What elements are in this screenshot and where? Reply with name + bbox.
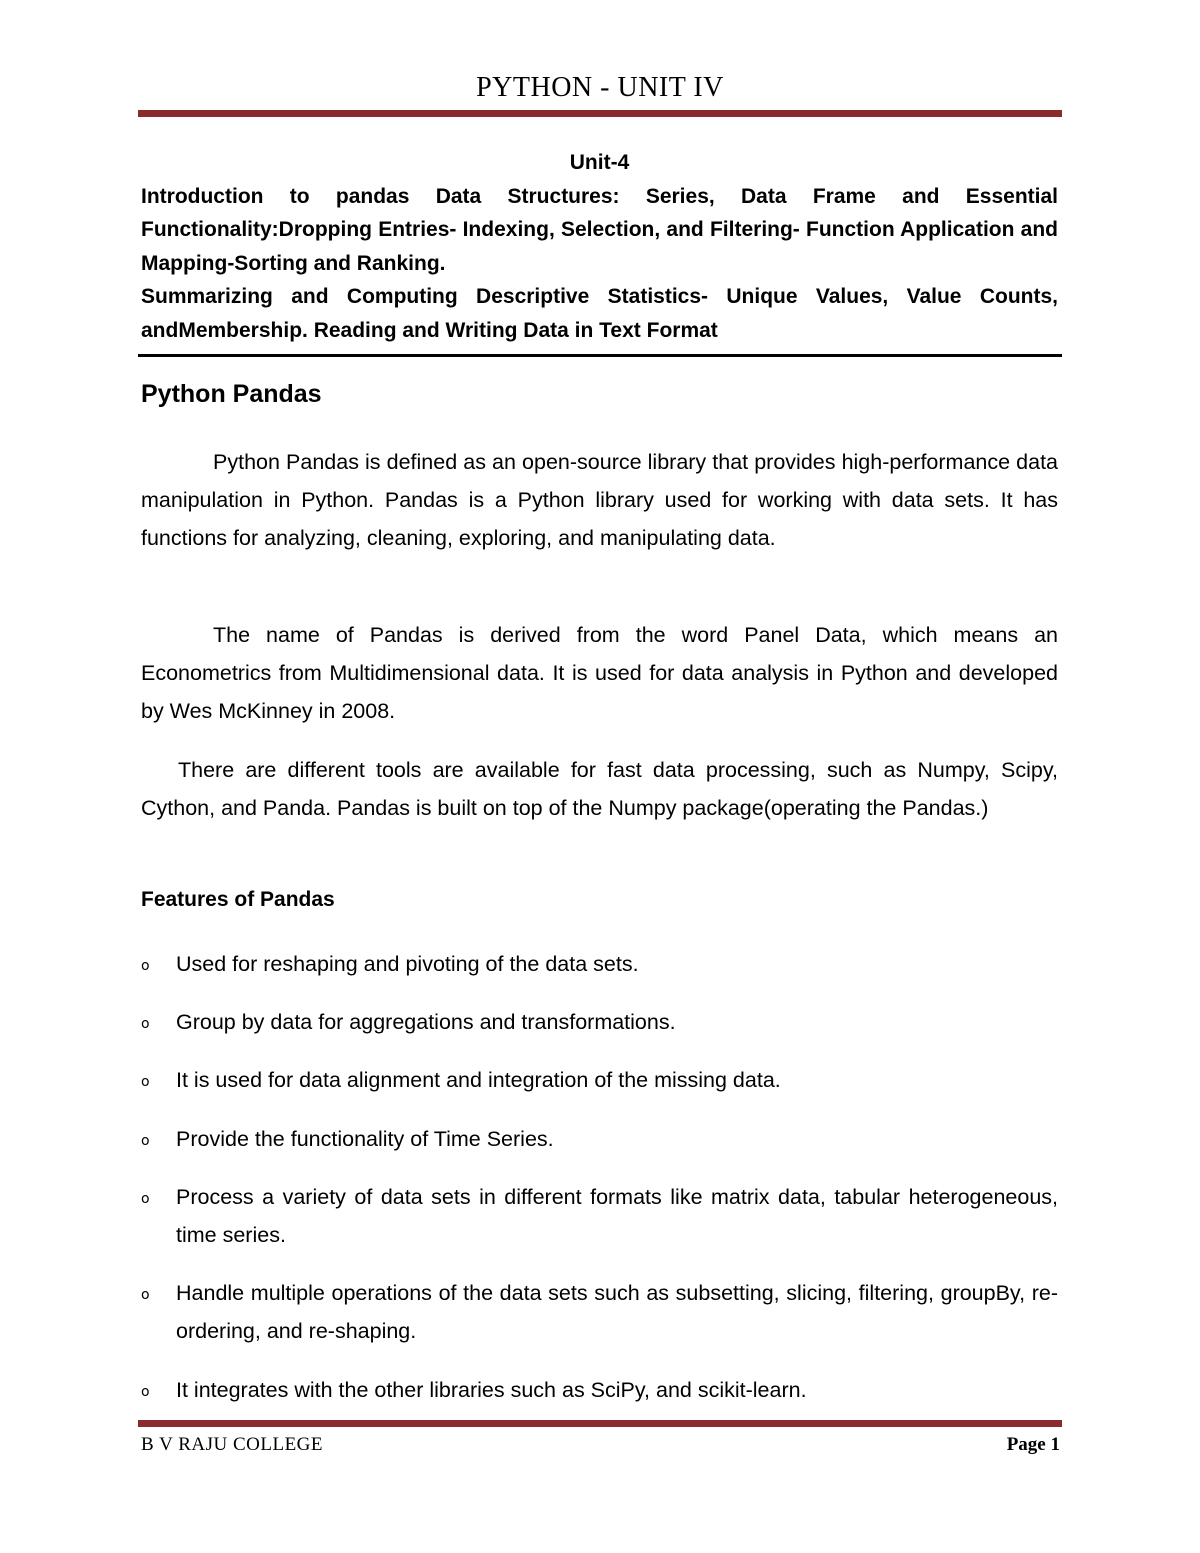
list-item	[141, 1274, 1058, 1350]
paragraph-1: Python Pandas is defined as an open-source library that provides high-performance data manipulation in Python. Pandas is a Python library used for working with data sets. It has functions for analyzing, cleaning, exploring, and manipulating data.	[141, 450, 1058, 550]
unit-syllabus-block	[141, 146, 1058, 347]
list-item	[141, 1003, 1058, 1041]
header-rule	[138, 110, 1062, 117]
syllabus-text-1: Introduction to pandas Data Structures: Series, Data Frame and Essential Functionality:Dropping Entries- Indexing, Selection, and Filtering- Function Application and Mapping-Sorting and Ranking.	[141, 184, 1058, 275]
list-item	[141, 1061, 1058, 1099]
list-item-text: It is used for data alignment and integration of the missing data.	[176, 1068, 781, 1092]
paragraph-3: There are different tools are available for fast data processing, such as Numpy, Scipy, Cython, and Panda. Pandas is built on top of the Numpy package(operating the Pandas.)	[141, 758, 1058, 820]
list-item	[141, 1371, 1058, 1409]
section-heading: Python Pandas	[141, 380, 322, 408]
list-item	[141, 1178, 1058, 1254]
footer-college-name: B V RAJU COLLEGE	[141, 1434, 324, 1455]
bullet-marker-icon: o	[141, 1287, 150, 1303]
list-item	[141, 1120, 1058, 1158]
bullet-marker-icon: o	[141, 1191, 150, 1207]
list-item-text: Group by data for aggregations and transformations.	[176, 1010, 676, 1034]
list-item-text: Handle multiple operations of the data sets such as subsetting, slicing, filtering, groupBy, re-ordering, and re-shaping.	[176, 1281, 1058, 1343]
page-header-title: PYTHON - UNIT IV	[476, 72, 724, 103]
bullet-marker-icon: o	[141, 1074, 150, 1090]
list-item	[141, 945, 1058, 983]
list-item-text: Used for reshaping and pivoting of the data sets.	[176, 952, 639, 976]
page-number: Page 1	[1006, 1434, 1060, 1455]
bullet-marker-icon: o	[141, 1384, 150, 1400]
list-item-text: It integrates with the other libraries such as SciPy, and scikit-learn.	[176, 1378, 807, 1402]
features-heading: Features of Pandas	[141, 888, 335, 911]
syllabus-divider	[138, 354, 1062, 357]
bullet-marker-icon: o	[141, 958, 150, 974]
list-item-text: Provide the functionality of Time Series.	[176, 1127, 554, 1151]
syllabus-text-2: Summarizing and Computing Descriptive Statistics- Unique Values, Value Counts, andMembership. Reading and Writing Data in Text Format	[141, 285, 1058, 342]
paragraph-2: The name of Pandas is derived from the word Panel Data, which means an Econometrics from Multidimensional data. It is used for data analysis in Python and developed by Wes McKinney in 2008.	[141, 623, 1058, 723]
bullet-marker-icon: o	[141, 1133, 150, 1149]
bullet-marker-icon: o	[141, 1016, 150, 1032]
unit-title: Unit-4	[569, 151, 630, 174]
list-item-text: Process a variety of data sets in different formats like matrix data, tabular heterogeneous, time series.	[176, 1185, 1058, 1247]
footer-rule	[138, 1420, 1062, 1427]
